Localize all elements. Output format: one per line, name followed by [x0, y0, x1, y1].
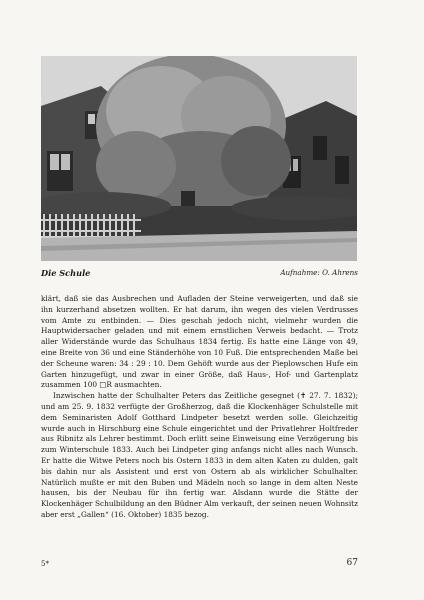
- photo-caption-title: Die Schule: [41, 268, 91, 278]
- photo-credit: Aufnahme: O. Ahrens: [280, 268, 358, 277]
- signature-mark: 5*: [41, 560, 49, 568]
- paragraph: klärt, daß sie das Ausbrechen und Aufladen der Steine verweigerten, und daß sie ihn kurzerhand absetzen wollten. Er hat darum, ihn wegen des vielen Verdrusses vom Amte zu entbinden. — Dies geschah jedoch nicht, vielmehr wurden die Hauptwidersacher geladen und mit einem ernstlichen Verweis bedacht. — Trotz aller Widerstände wurde das Schulhaus 1834 fertig. Es hatte eine Länge von 49, eine Breite von 36 und eine Ständerhöhe von 10 Fuß. Die entsprechenden Maße bei der Scheune waren: 34 : 29 : 10. Dem Gehöft wurde aus der Pieplowschen Hufe ein Garten hinzugefügt, und zwar in einer Größe, daß Haus-, Hof- und Gartenplatz zusammen 100 □R ausmachten.: [41, 294, 358, 390]
- school-photograph: [41, 56, 357, 261]
- article-body: [41, 294, 358, 521]
- school-photograph-image: [41, 56, 357, 261]
- paragraph: Inzwischen hatte der Schulhalter Peters das Zeitliche gesegnet (✝ 27. 7. 1832); und am 25. 9. 1832 verfügte der Großherzog, daß die Klockenhäger Schulstelle mit dem Seminaristen Adolf Gotthard Lindpeter besetzt werden solle. Gleichzeitig wurde auch in Hirschburg eine Schule eingerichtet und der Privatlehrer Holtfreder aus Ribnitz als Lehrer bestimmt. Doch erlitt seine Einweisung eine Verzögerung bis zum Winterschule 1833. Auch bei Lindpeter ging anfangs nicht alles nach Wunsch. Er hatte die Witwe Peters noch bis Ostern 1833 in dem alten Katen zu dulden, galt bis dahin nur als Assistent und erst von Ostern ab als wirklicher Schulhalter. Natürlich mußte er mit den Buben und Mädeln noch so lange in dem alten Neste hausen, bis der Neubau für ihn fertig war. Alsdann wurde die Stätte der Klockenhäger Schulbildung an den Büdner Alm verkauft, der seinen neuen Wohnsitz aber erst „Gallen“ (16. Oktober) 1835 bezog.: [41, 391, 358, 519]
- page-number: 67: [346, 558, 358, 568]
